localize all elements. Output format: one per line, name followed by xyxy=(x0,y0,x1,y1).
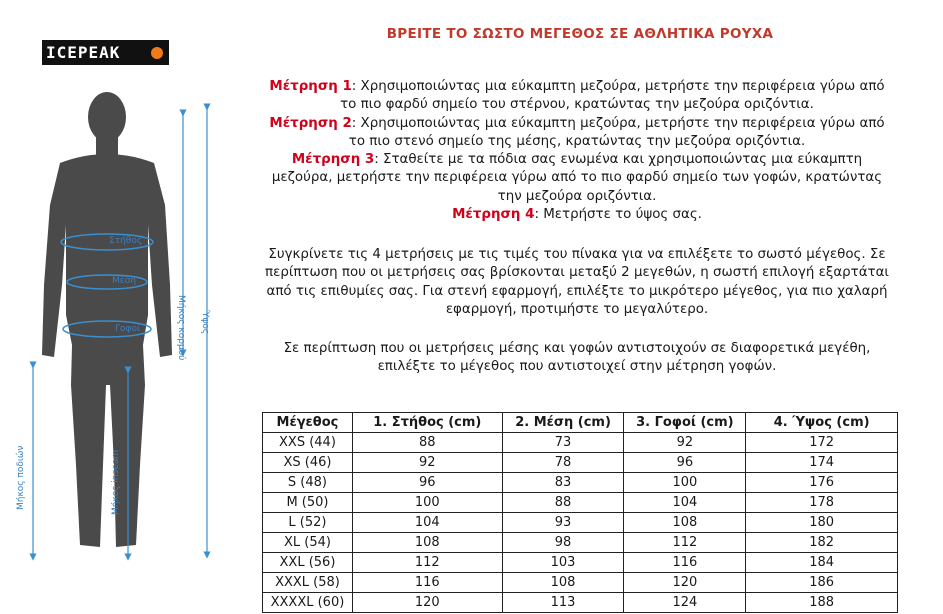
compare-paragraph: Συγκρίνετε τις 4 μετρήσεις με τις τιμές του πίνακα για να επιλέξετε το σωστό μέγεθος. Σε περίπτωση που οι μετρήσεις σας βρίσκονται μεταξύ 2 μεγεθών, η σωστή επιλογή εξαρτάται από τις επιθυμίες σας. Για στενή εφαρμογή, επιλέξτε το μικρότερο μέγεθος, για πιο χαλαρή εφαρμογή, προτιμήστε το μεγαλύτερο. xyxy=(265,247,889,317)
table-cell: M (50) xyxy=(263,493,353,513)
table-cell: 120 xyxy=(352,593,502,613)
measurement-3-text: : Σταθείτε με τα πόδια σας ενωμένα και χρησιμοποιώντας μια εύκαμπτη μεζούρα, μετρήστε την περιφέρεια γύρω από το πιο φαρδύ σημείο των γοφών, κρατώντας την μεζούρα οριζόντια. xyxy=(271,152,883,204)
header-waist: 2. Μέση (cm) xyxy=(502,413,624,433)
table-row xyxy=(263,453,898,473)
table-header-row xyxy=(263,413,898,433)
table-cell: XXL (56) xyxy=(263,553,353,573)
measurement-instructions xyxy=(262,78,892,224)
table-cell: XXXXL (60) xyxy=(263,593,353,613)
table-cell: 108 xyxy=(502,573,624,593)
table-cell: 100 xyxy=(624,473,746,493)
table-cell: 88 xyxy=(502,493,624,513)
table-cell: 93 xyxy=(502,513,624,533)
table-cell: 78 xyxy=(502,453,624,473)
table-row xyxy=(263,493,898,513)
table-cell: 88 xyxy=(352,433,502,453)
measurement-2-text: : Χρησιμοποιώντας μια εύκαμπτη μεζούρα, μετρήστε την περιφέρεια γύρω από το πιο στενό σημείο της μέσης, κρατώντας την μεζούρα οριζόντια. xyxy=(348,115,885,149)
measurement-1-label: Μέτρηση 1 xyxy=(269,79,352,94)
table-cell: 83 xyxy=(502,473,624,493)
table-cell: 174 xyxy=(746,453,898,473)
table-cell: 116 xyxy=(624,553,746,573)
table-cell: L (52) xyxy=(263,513,353,533)
table-row xyxy=(263,533,898,553)
table-cell: 104 xyxy=(352,513,502,533)
logo-text: ICEPEAK xyxy=(46,43,121,62)
table-cell: S (48) xyxy=(263,473,353,493)
page-title: ΒΡΕΙΤΕ ΤΟ ΣΩΣΤΟ ΜΕΓΕΘΟΣ ΣΕ ΑΘΛΗΤΙΚΑ ΡΟΥΧΑ xyxy=(386,26,774,42)
header-height: 4. Ύψος (cm) xyxy=(746,413,898,433)
table-cell: XL (54) xyxy=(263,533,353,553)
height-label: Ύψος xyxy=(200,310,210,335)
table-cell: 116 xyxy=(352,573,502,593)
measurement-1 xyxy=(262,78,892,115)
measurement-4-label: Μέτρηση 4 xyxy=(452,207,535,223)
table-cell: 92 xyxy=(624,433,746,453)
table-cell: 188 xyxy=(746,593,898,613)
measurement-3 xyxy=(262,151,892,206)
table-cell: 180 xyxy=(746,513,898,533)
measurement-4-text: : Μετρήστε το ύψος σας. xyxy=(534,207,702,223)
table-cell: 92 xyxy=(352,453,502,473)
torso-length-label: Μήκος κορμού xyxy=(176,295,186,361)
table-cell: 98 xyxy=(502,533,624,553)
table-cell: 172 xyxy=(746,433,898,453)
table-cell: 178 xyxy=(746,493,898,513)
header-chest: 1. Στήθος (cm) xyxy=(352,413,502,433)
table-cell: 184 xyxy=(746,553,898,573)
measurement-4 xyxy=(262,206,892,224)
table-cell: XXXL (58) xyxy=(263,573,353,593)
table-cell: 108 xyxy=(624,513,746,533)
header-size: Μέγεθος xyxy=(263,413,353,433)
table-row xyxy=(263,593,898,613)
hips-paragraph: Σε περίπτωση που οι μετρήσεις μέσης και γοφών αντιστοιχούν σε διαφορετικά μεγέθη, επιλέξτε το μέγεθος που αντιστοιχεί στην μέτρηση γοφών. xyxy=(283,341,871,375)
table-cell: 112 xyxy=(624,533,746,553)
logo-dot-icon xyxy=(151,47,163,59)
brand-logo xyxy=(42,40,169,65)
waist-label: Μέση xyxy=(112,276,137,286)
table-cell: XXS (44) xyxy=(263,433,353,453)
table-cell: 100 xyxy=(352,493,502,513)
table-cell: 73 xyxy=(502,433,624,453)
body-figure xyxy=(0,85,260,565)
table-cell: 112 xyxy=(352,553,502,573)
measurement-2 xyxy=(262,115,892,152)
table-cell: 113 xyxy=(502,593,624,613)
leg-length-label: Μήκος ποδιών xyxy=(16,445,26,510)
table-cell: 104 xyxy=(624,493,746,513)
inseam-label: Μήκος inseam xyxy=(111,449,121,515)
measurement-2-label: Μέτρηση 2 xyxy=(269,115,352,131)
table-cell: 176 xyxy=(746,473,898,493)
chest-label: Στήθος xyxy=(109,236,143,246)
table-row xyxy=(263,553,898,573)
table-cell: 186 xyxy=(746,573,898,593)
table-cell: 96 xyxy=(624,453,746,473)
table-cell: 103 xyxy=(502,553,624,573)
size-table xyxy=(262,412,898,613)
hips-label: Γοφοί xyxy=(115,324,141,334)
table-cell: 120 xyxy=(624,573,746,593)
table-cell: XS (46) xyxy=(263,453,353,473)
table-cell: 108 xyxy=(352,533,502,553)
table-row xyxy=(263,433,898,453)
table-row xyxy=(263,573,898,593)
table-cell: 182 xyxy=(746,533,898,553)
header-hips: 3. Γοφοί (cm) xyxy=(624,413,746,433)
table-row xyxy=(263,473,898,493)
table-cell: 124 xyxy=(624,593,746,613)
measurement-3-label: Μέτρηση 3 xyxy=(291,152,375,168)
table-cell: 96 xyxy=(352,473,502,493)
measurement-1-text: : Χρησιμοποιώντας μια εύκαμπτη μεζούρα, μετρήστε την περιφέρεια γύρω από το πιο φαρδύ σημείο του στέρνου, κρατώντας την μεζούρα οριζόντια. xyxy=(340,79,885,113)
table-row xyxy=(263,513,898,533)
